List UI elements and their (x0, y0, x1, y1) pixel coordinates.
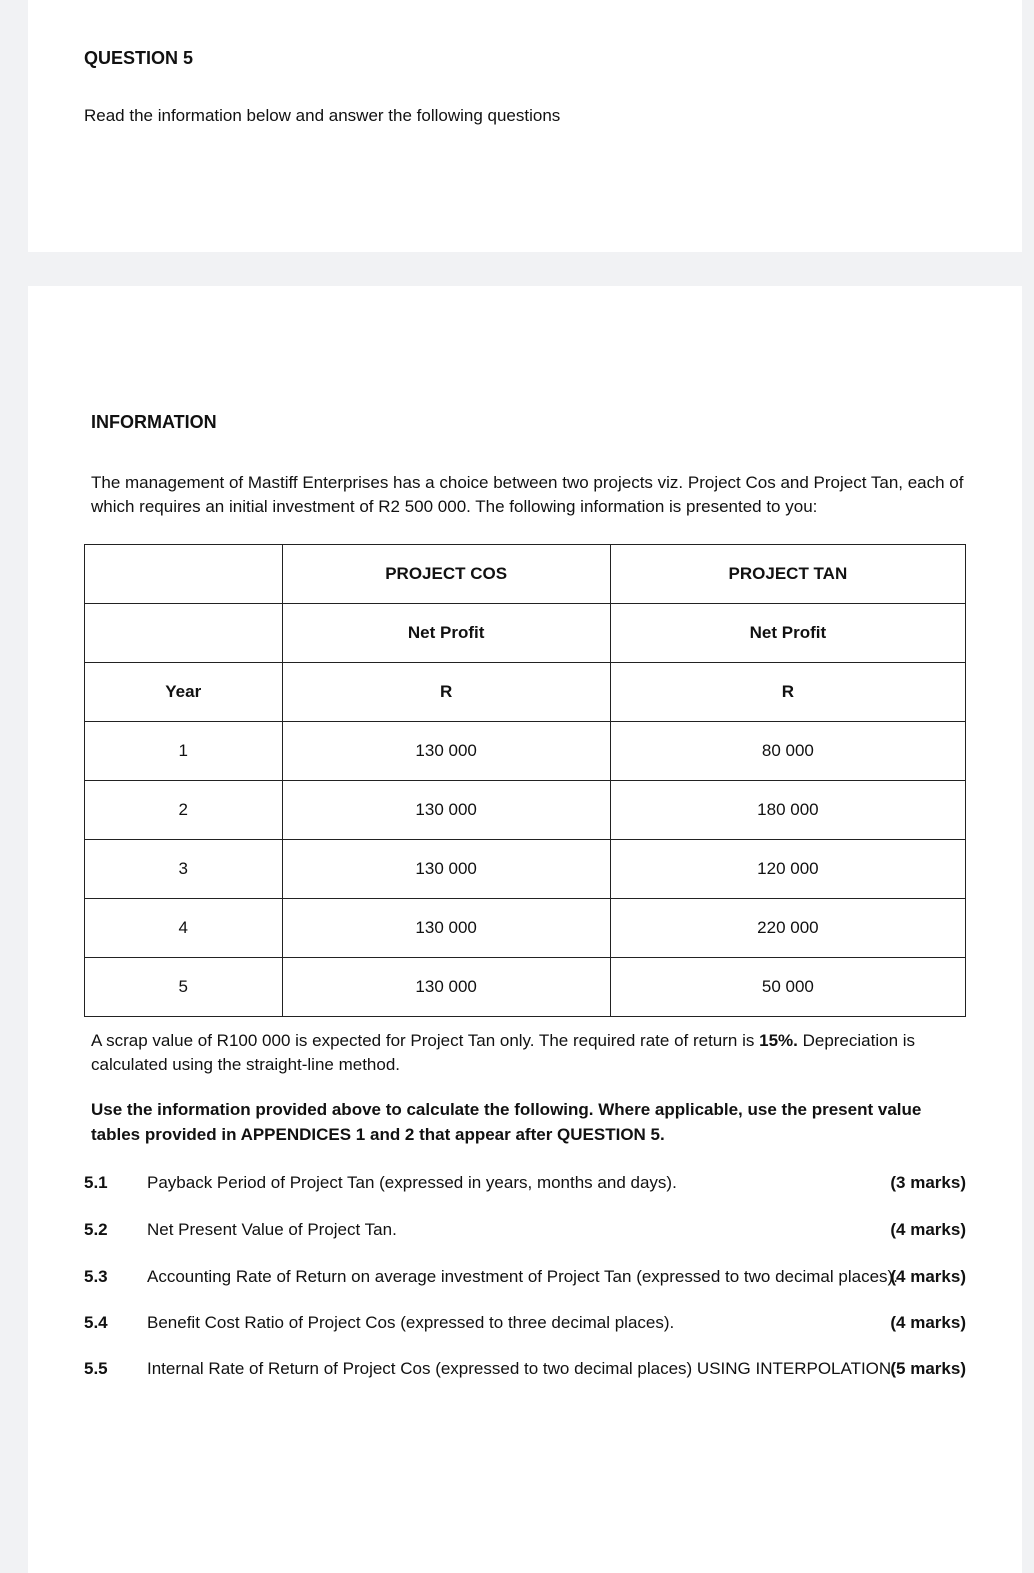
subquestion-row (84, 1220, 966, 1244)
tan-profit-cell: 220 000 (610, 899, 965, 958)
subquestion-marks: (4 marks) (890, 1220, 966, 1239)
tan-profit-cell: 80 000 (610, 722, 965, 781)
subquestion-text: Accounting Rate of Return on average investment of Project Tan (expressed to two decimal places). (147, 1267, 898, 1286)
cos-profit-cell: 130 000 (282, 781, 610, 840)
table-subheader-row (85, 604, 966, 663)
subquestion-text: Net Present Value of Project Tan. (147, 1220, 397, 1239)
subquestion-text: Benefit Cost Ratio of Project Cos (expressed to three decimal places). (147, 1313, 675, 1332)
table-header-row (85, 545, 966, 604)
instructions-paragraph: Use the information provided above to calculate the following. Where applicable, use the present value tables provided in APPENDICES 1 and 2 that appear after QUESTION 5. (91, 1100, 922, 1144)
subquestion-number: 5.3 (84, 1267, 108, 1286)
information-paragraph: The management of Mastiff Enterprises has a choice between two projects viz. Project Cos and Project Tan, each of which requires an initial investment of R2 500 000. The following information is presented to you: (91, 473, 964, 516)
year-label: Year (85, 663, 283, 722)
subquestion-text: Internal Rate of Return of Project Cos (expressed to two decimal places) USING INTERPOLATION. (147, 1359, 896, 1378)
subheader-tan-net-profit: Net Profit (610, 604, 965, 663)
year-cell: 5 (85, 958, 283, 1017)
question-intro: Read the information below and answer the following questions (84, 106, 561, 125)
header-project-cos: PROJECT COS (282, 545, 610, 604)
subquestion-marks: (4 marks) (890, 1313, 966, 1332)
table-row (85, 958, 966, 1017)
subquestion-row (84, 1267, 966, 1291)
subquestion-row (84, 1173, 966, 1197)
cos-profit-cell: 130 000 (282, 840, 610, 899)
table-row (85, 781, 966, 840)
year-cell: 4 (85, 899, 283, 958)
information-heading: INFORMATION (91, 412, 217, 432)
scrap-text-part1: A scrap value of R100 000 is expected for Project Tan only. The required rate of return is (91, 1031, 760, 1050)
subquestion-number: 5.2 (84, 1220, 108, 1239)
cos-profit-cell: 130 000 (282, 722, 610, 781)
subquestion-number: 5.5 (84, 1359, 108, 1378)
year-cell: 3 (85, 840, 283, 899)
year-cell: 2 (85, 781, 283, 840)
tan-profit-cell: 120 000 (610, 840, 965, 899)
subquestion-marks: (5 marks) (890, 1359, 966, 1378)
table-row (85, 899, 966, 958)
cos-unit: R (282, 663, 610, 722)
tan-profit-cell: 180 000 (610, 781, 965, 840)
subquestion-number: 5.4 (84, 1313, 108, 1332)
net-profit-table (84, 544, 966, 1017)
subquestion-text: Payback Period of Project Tan (expressed in years, months and days). (147, 1173, 677, 1192)
subheader-cos-net-profit: Net Profit (282, 604, 610, 663)
table-unit-row (85, 663, 966, 722)
cos-profit-cell: 130 000 (282, 899, 610, 958)
subquestion-marks: (4 marks) (890, 1267, 966, 1286)
subquestion-row (84, 1359, 966, 1383)
subquestion-row (84, 1313, 966, 1337)
subquestion-marks: (3 marks) (890, 1173, 966, 1192)
question-title: QUESTION 5 (84, 48, 194, 68)
required-rate: 15%. (759, 1031, 798, 1050)
header-project-tan: PROJECT TAN (610, 545, 965, 604)
tan-profit-cell: 50 000 (610, 958, 965, 1017)
table-row (85, 722, 966, 781)
tan-unit: R (610, 663, 965, 722)
page-card-top (28, 0, 1022, 252)
year-cell: 1 (85, 722, 283, 781)
header-empty-cell (85, 545, 283, 604)
subheader-empty-cell (85, 604, 283, 663)
subquestion-number: 5.1 (84, 1173, 108, 1192)
scrap-value-paragraph (91, 1029, 971, 1077)
scrap-text-part2: Depreciation is calculated using the straight-line method. (91, 1031, 916, 1074)
cos-profit-cell: 130 000 (282, 958, 610, 1017)
table-row (85, 840, 966, 899)
